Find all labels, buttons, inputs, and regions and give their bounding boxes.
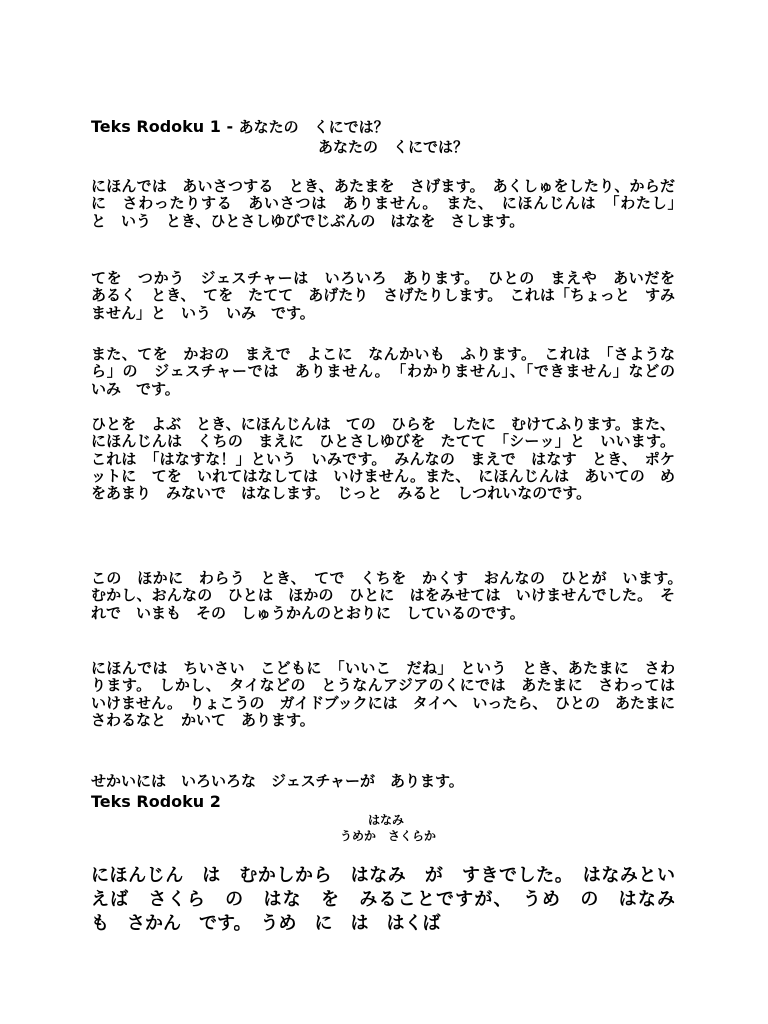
section2-subtitle: はなみ [367, 813, 404, 827]
section1-paragraph-6: にほんでは ちいさい こどもに 「いいこ だね」 という とき、あたまに さわります。 しかし、 タイなどの とうなんアジアのくにでは あたまに さわっては いけません。 りょこうの ガイドブックには タイへ いったら、 ひとの あたまに さわるなと かいて あります。 [91, 659, 691, 729]
section2-title: Teks Rodoku 2 [91, 792, 221, 811]
section1-paragraph-1: にほんでは あいさつする とき、あたまを さげます。 あくしゅをしたり、からだに さわったりする あいさつは ありません。 また、 にほんじんは 「わたし」 と いう とき、ひとさしゆびでじぶんの はなを さします。 [91, 177, 691, 230]
section1-paragraph-4: ひとを よぶ とき、にほんじんは ての ひらを したに むけてふります。また、にほんじんは くちの まえに ひとさしゆびを たてて 「シーッ」と いいます。これは 「はなすな！」という いみです。 みんなの まえで はなす とき、 ポケットに てを いれてはなしては いけません。また、 にほんじんは あいての めをあまり みないで はなします。 じっと みると しつれいなのです。 [91, 415, 675, 503]
section2-author: うめか さくらか [339, 829, 436, 843]
section2-paragraph: にほんじん は むかしから はなみ が すきでした。 はなみといえば さくら の はな を みることですが、 うめ の はなみ も さかん です。 うめ に は はくば [91, 865, 693, 934]
section1-title [91, 117, 389, 137]
section1-paragraph-5: この ほかに わらう とき、 てで くちを かくす おんなの ひとが います。 むかし、おんなの ひとは ほかの ひとに はをみせては いけませんでした。 それで いまも その しゅうかんのとおりに しているのです。 [91, 569, 691, 622]
section1-paragraph-2: てを つかう ジェスチャーは いろいろ あります。 ひとの まえや あいだを あるく とき、 てを たてて あげたり さげたりします。 これは「ちょっと すみません」と いう いみ です。 [91, 269, 691, 322]
section1-title-jp: あなたの くにでは？ [238, 118, 389, 136]
section1-subtitle: あなたの くにでは？ [317, 138, 468, 156]
section1-paragraph-3: また、てを かおの まえで よこに なんかいも ふります。 これは 「さようなら」の ジェスチャーでは ありません。 「わかりません」、「できません」などの いみ です。 [91, 345, 691, 398]
section1-title-latin: Teks Rodoku 1 - [91, 117, 239, 136]
section1-paragraph-7: せかいには いろいろな ジェスチャーが あります。 [91, 772, 464, 790]
